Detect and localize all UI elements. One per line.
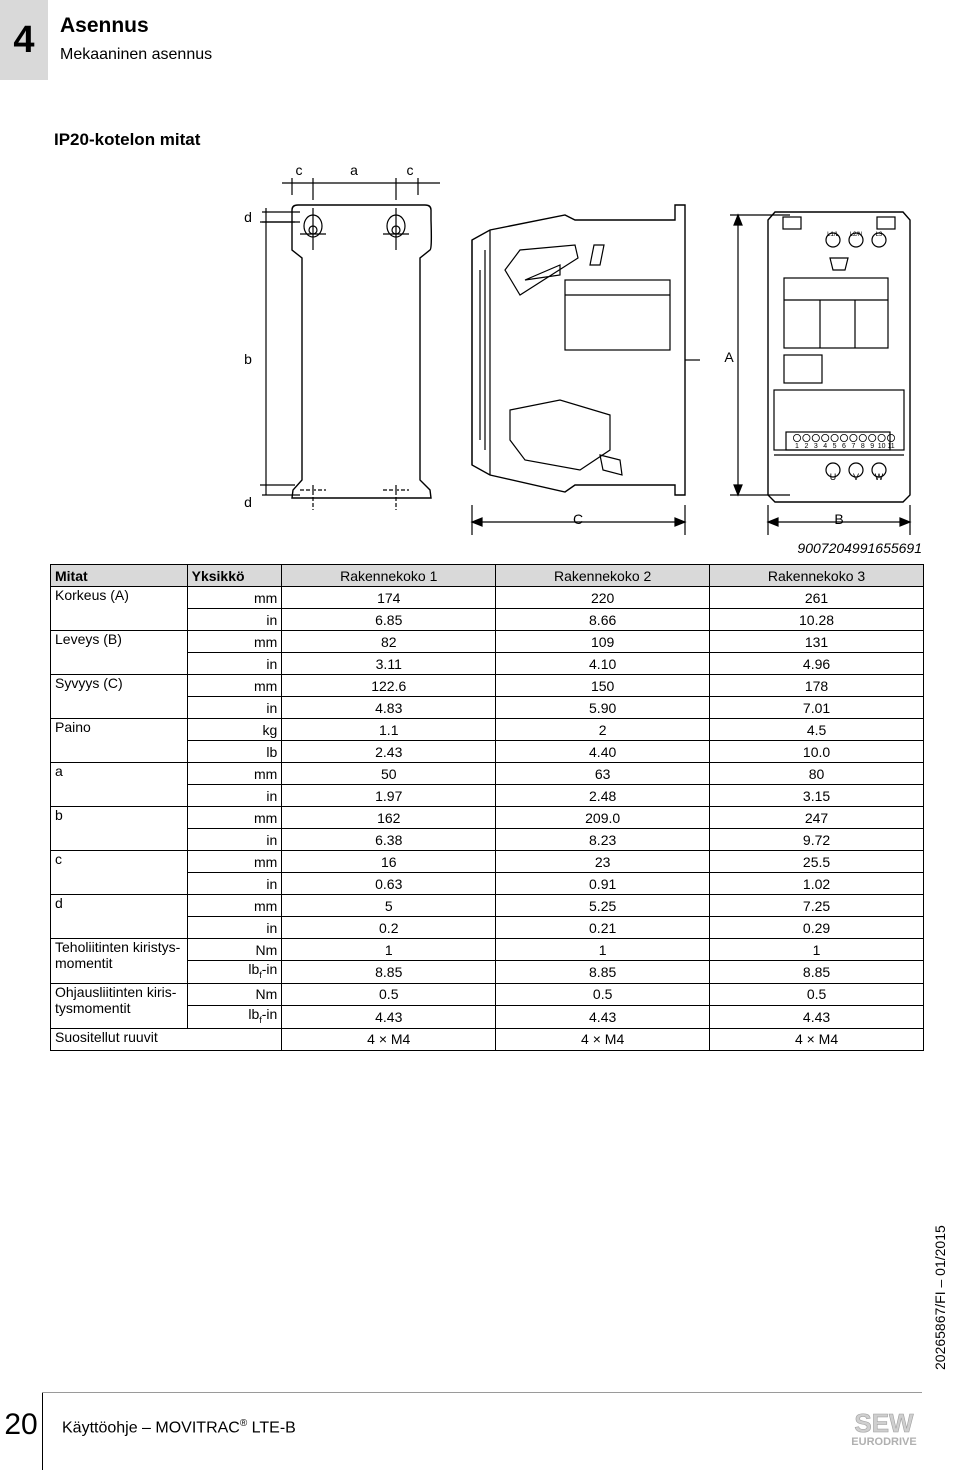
value-cell: 162 [282, 807, 496, 829]
row-label: Paino [51, 719, 188, 763]
label-a: a [350, 162, 358, 178]
value-cell: 8.66 [496, 609, 710, 631]
value-cell: 7.25 [710, 895, 924, 917]
value-cell: 4.10 [496, 653, 710, 675]
section-title: IP20-kotelon mitat [54, 130, 201, 149]
row-label: Korkeus (A) [51, 587, 188, 631]
control-terminal [887, 434, 894, 441]
value-cell: 122.6 [282, 675, 496, 697]
value-cell: 1 [282, 939, 496, 961]
control-terminal-number: 6 [842, 443, 846, 450]
value-cell: 7.01 [710, 697, 924, 719]
control-terminal [840, 434, 847, 441]
value-cell: 10.28 [710, 609, 924, 631]
table-header: Rakennekoko 1 [282, 565, 496, 587]
table-row [51, 587, 924, 609]
terminal-label: V [852, 472, 860, 482]
row-label: d [51, 895, 188, 939]
value-cell: 174 [282, 587, 496, 609]
table-row [51, 851, 924, 873]
value-cell: 4.43 [282, 1005, 496, 1028]
value-cell: 0.21 [496, 917, 710, 939]
table-row [51, 719, 924, 741]
value-cell: 150 [496, 675, 710, 697]
value-cell: 0.5 [710, 983, 924, 1005]
control-terminal-number: 3 [813, 443, 818, 450]
label-b: b [244, 351, 252, 367]
table-header: Yksikkö [187, 565, 282, 587]
label-d-bottom: d [244, 494, 252, 510]
unit-cell: lb [187, 741, 282, 763]
chapter-title: Asennus [60, 14, 149, 37]
control-terminal [850, 434, 857, 441]
value-cell: 25.5 [710, 851, 924, 873]
control-terminal-number: 2 [804, 443, 809, 450]
table-row [51, 939, 924, 961]
svg-text:EURODRIVE: EURODRIVE [851, 1436, 917, 1448]
control-terminal-number: 8 [860, 443, 865, 450]
control-terminal [859, 434, 866, 441]
value-cell: 2.48 [496, 785, 710, 807]
table-header: Rakennekoko 3 [710, 565, 924, 587]
unit-cell: mm [187, 807, 282, 829]
value-cell: 16 [282, 851, 496, 873]
table-row [51, 763, 924, 785]
chapter-number: 4 [0, 0, 48, 80]
value-cell: 6.38 [282, 829, 496, 851]
label-C: C [572, 511, 584, 527]
value-cell: 220 [496, 587, 710, 609]
value-cell: 8.23 [496, 829, 710, 851]
table-row [51, 675, 924, 697]
value-cell: 82 [282, 631, 496, 653]
value-cell: 4.40 [496, 741, 710, 763]
footer-rule [42, 1392, 922, 1393]
value-cell: 8.85 [710, 961, 924, 984]
value-cell: 10.0 [710, 741, 924, 763]
value-cell: 8.85 [496, 961, 710, 984]
control-terminal [831, 434, 838, 441]
unit-cell: in [187, 829, 282, 851]
control-terminal [878, 434, 885, 441]
label-d-top: d [244, 209, 252, 225]
control-terminal-number: 5 [832, 443, 837, 450]
value-cell: 63 [496, 763, 710, 785]
control-terminal [793, 434, 800, 441]
terminal-label: L3 [875, 232, 883, 238]
value-cell: 1.97 [282, 785, 496, 807]
value-cell: 5.90 [496, 697, 710, 719]
unit-cell: kg [187, 719, 282, 741]
control-terminal-number: 4 [823, 443, 828, 450]
table-row [51, 895, 924, 917]
control-terminal-number: 9 [870, 443, 875, 450]
control-terminal [822, 434, 829, 441]
label-B: B [834, 511, 844, 527]
row-label: Syvyys (C) [51, 675, 188, 719]
value-cell: 50 [282, 763, 496, 785]
value-cell: 1.1 [282, 719, 496, 741]
table-row [51, 631, 924, 653]
value-cell: 9.72 [710, 829, 924, 851]
unit-cell: mm [187, 587, 282, 609]
terminal-label: W [874, 472, 884, 482]
value-cell: 4 × M4 [496, 1028, 710, 1050]
value-cell: 1.02 [710, 873, 924, 895]
control-terminal-number: 7 [851, 443, 856, 450]
value-cell: 0.63 [282, 873, 496, 895]
row-label: Teholiitinten kiristys- momentit [51, 939, 188, 984]
table-row [51, 1028, 924, 1050]
terminal-label: L1/L [827, 232, 839, 238]
control-terminal-number: 1 [795, 443, 799, 450]
unit-cell: Nm [187, 939, 282, 961]
unit-cell: mm [187, 851, 282, 873]
value-cell: 178 [710, 675, 924, 697]
unit-cell: in [187, 785, 282, 807]
value-cell: 109 [496, 631, 710, 653]
unit-cell: in [187, 653, 282, 675]
unit-cell: mm [187, 895, 282, 917]
value-cell: 131 [710, 631, 924, 653]
page-number: 20 [4, 1408, 38, 1441]
dimension-drawing [0, 150, 960, 550]
value-cell: 261 [710, 587, 924, 609]
value-cell: 3.11 [282, 653, 496, 675]
value-cell: 209.0 [496, 807, 710, 829]
value-cell: 5.25 [496, 895, 710, 917]
value-cell: 0.5 [496, 983, 710, 1005]
value-cell: 0.2 [282, 917, 496, 939]
value-cell: 4.5 [710, 719, 924, 741]
unit-cell: in [187, 873, 282, 895]
value-cell: 6.85 [282, 609, 496, 631]
table-row [51, 983, 924, 1005]
control-terminal-number: 10 [877, 443, 886, 450]
unit-cell: mm [187, 631, 282, 653]
value-cell: 247 [710, 807, 924, 829]
value-cell: 3.15 [710, 785, 924, 807]
sew-eurodrive-logo [845, 1408, 923, 1448]
value-cell: 0.91 [496, 873, 710, 895]
value-cell: 4.43 [496, 1005, 710, 1028]
value-cell: 0.29 [710, 917, 924, 939]
unit-cell: in [187, 609, 282, 631]
control-terminal [803, 434, 810, 441]
svg-text:SEW: SEW [854, 1408, 914, 1438]
value-cell: 5 [282, 895, 496, 917]
label-c-left: c [295, 162, 303, 178]
dimensions-table [50, 564, 924, 1051]
table-header: Mitat [51, 565, 188, 587]
control-terminal [812, 434, 819, 441]
control-terminal-number: 11 [887, 443, 895, 450]
document-id: 9007204991655691 [797, 540, 922, 556]
value-cell: 23 [496, 851, 710, 873]
value-cell: 4 × M4 [282, 1028, 496, 1050]
row-label: Leveys (B) [51, 631, 188, 675]
row-label: c [51, 851, 188, 895]
row-label: Suositellut ruuvit [51, 1028, 282, 1050]
unit-cell: mm [187, 763, 282, 785]
document-code: 20265867/FI – 01/2015 [932, 1225, 948, 1370]
unit-cell: in [187, 697, 282, 719]
value-cell: 4.43 [710, 1005, 924, 1028]
unit-cell: Nm [187, 983, 282, 1005]
value-cell: 0.5 [282, 983, 496, 1005]
terminal-label: L2/N [849, 232, 863, 238]
value-cell: 4.96 [710, 653, 924, 675]
row-label: a [51, 763, 188, 807]
control-terminal [869, 434, 876, 441]
table-row [51, 807, 924, 829]
value-cell: 1 [496, 939, 710, 961]
unit-cell: $lb_f-in$ [187, 1005, 282, 1028]
value-cell: 8.85 [282, 961, 496, 984]
row-label: b [51, 807, 188, 851]
value-cell: 4 × M4 [710, 1028, 924, 1050]
value-cell: 2 [496, 719, 710, 741]
unit-cell: $lb_f-in$ [187, 961, 282, 984]
row-label: Ohjausliitinten kiris- tysmomentit [51, 983, 188, 1028]
value-cell: 80 [710, 763, 924, 785]
chapter-subtitle: Mekaaninen asennus [60, 46, 213, 63]
terminal-label: U [829, 472, 837, 482]
value-cell: 4.83 [282, 697, 496, 719]
value-cell: 2.43 [282, 741, 496, 763]
unit-cell: mm [187, 675, 282, 697]
label-A: A [724, 349, 734, 365]
footer-divider [42, 1392, 43, 1470]
table-header-row [51, 565, 924, 587]
value-cell: 1 [710, 939, 924, 961]
unit-cell: in [187, 917, 282, 939]
table-header: Rakennekoko 2 [496, 565, 710, 587]
footer-title: Käyttöohje – MOVITRAC® LTE-B [62, 1418, 296, 1437]
label-c-right: c [406, 162, 414, 178]
